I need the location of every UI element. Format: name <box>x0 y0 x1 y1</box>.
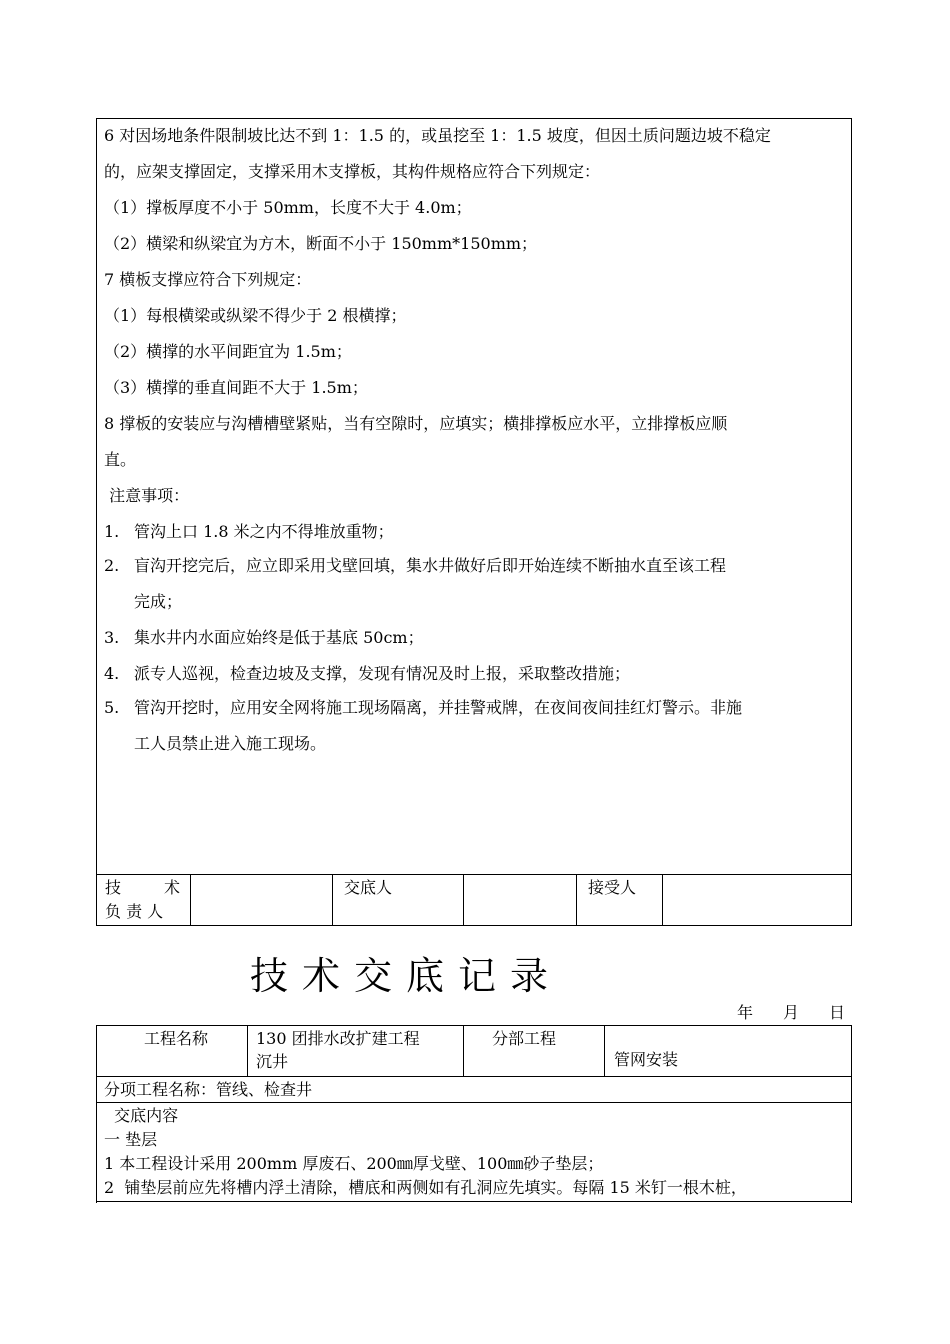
header-col-2 <box>463 1025 464 1076</box>
upper-line: （1）撑板厚度不小于 50mm，长度不大于 4.0m； <box>104 198 472 217</box>
note-number: 3. <box>104 628 120 647</box>
header-col-3 <box>604 1025 605 1076</box>
receiver-signature-field[interactable] <box>663 875 851 925</box>
note-line: 管沟上口 1.8 米之内不得堆放重物； <box>134 522 394 541</box>
sign-col-4 <box>576 874 577 926</box>
note-text <box>134 514 844 550</box>
project-name-value: 130 团排水改扩建工程 <box>256 1029 420 1048</box>
handover-signature-field[interactable] <box>464 875 575 925</box>
note-line: 管沟开挖时，应用安全网将施工现场隔离，并挂警戒牌，在夜间夜间挂红灯警示。非施 <box>134 698 743 717</box>
upper-line: 7 横板支撑应符合下列规定： <box>104 270 312 289</box>
note-number: 5. <box>104 698 120 717</box>
note-line: 工人员禁止进入施工现场。 <box>134 734 327 753</box>
upper-line: （2）横撑的水平间距宜为 1.5m； <box>104 342 352 361</box>
page-title: 技术交底记录 <box>250 954 563 998</box>
subitem-name: 分项工程名称：管线、检查井 <box>104 1080 313 1099</box>
division-label: 分部工程 <box>492 1029 557 1048</box>
lower-bottom-border <box>96 1201 852 1202</box>
division-value: 管网安装 <box>614 1050 679 1069</box>
upper-line: 的，应架支撑固定，支撑采用木支撑板，其构件规格应符合下列规定： <box>104 162 601 181</box>
note-line: 派专人巡视，检查边坡及支撑，发现有情况及时上报，采取整改措施； <box>134 664 631 683</box>
note-text <box>134 656 844 692</box>
lower-row-divider-2 <box>96 1102 852 1103</box>
note-number: 1. <box>104 522 120 541</box>
upper-line: （1）每根横梁或纵梁不得少于 2 根横撑； <box>104 306 407 325</box>
tech-signature-field[interactable] <box>191 875 331 925</box>
upper-line: 直。 <box>104 450 137 469</box>
tech-label-b: 术 <box>164 878 181 897</box>
upper-line: （2）横梁和纵梁宜为方木，断面不小于 150mm*150mm； <box>104 234 538 253</box>
note-line: 完成； <box>134 592 183 611</box>
tech-label-c: 负 责 人 <box>105 902 164 921</box>
date-year: 年 <box>737 1003 754 1022</box>
sign-col-2 <box>332 874 333 926</box>
upper-content <box>104 118 844 514</box>
note-text <box>134 620 844 656</box>
content-heading: 交底内容 <box>104 1106 179 1125</box>
handover-label: 交底人 <box>344 878 393 897</box>
header-col-1 <box>247 1025 248 1076</box>
note-line: 集水井内水面应始终是低于基底 50cm； <box>134 628 424 647</box>
upper-line: 8 撑板的安装应与沟槽槽壁紧贴，当有空隙时，应填实；横排撑板应水平，立排撑板应顺 <box>104 414 728 433</box>
upper-line: （3）横撑的垂直间距不大于 1.5m； <box>104 378 368 397</box>
content-line: 1 本工程设计采用 200mm 厚废石、200㎜厚戈壁、100㎜砂子垫层； <box>104 1154 604 1173</box>
date-day: 日 <box>829 1003 846 1022</box>
lower-row-divider-1 <box>96 1076 852 1077</box>
date-month: 月 <box>783 1003 800 1022</box>
tech-label-a: 技 <box>105 878 122 897</box>
content-line: 一 垫层 <box>104 1130 158 1149</box>
project-name-value-2: 沉井 <box>256 1052 289 1071</box>
note-number: 4. <box>104 664 120 683</box>
receiver-label: 接受人 <box>588 878 637 897</box>
note-number: 2. <box>104 556 120 575</box>
note-text <box>134 690 844 762</box>
project-name-label: 工程名称 <box>144 1029 209 1048</box>
content-line: 2 铺垫层前应先将槽内浮土清除，槽底和两侧如有孔洞应先填实。每隔 15 米钉一根木桩， <box>104 1178 747 1197</box>
note-text <box>134 548 844 620</box>
notes-heading: 注意事项： <box>104 486 190 505</box>
note-line: 盲沟开挖完后，应立即采用戈壁回填，集水井做好后即开始连续不断抽水直至该工程 <box>134 556 727 575</box>
upper-line: 6 对因场地条件限制坡比达不到 1：1.5 的，或虽挖至 1：1.5 坡度，但因土质问题边坡不稳定 <box>104 126 771 145</box>
